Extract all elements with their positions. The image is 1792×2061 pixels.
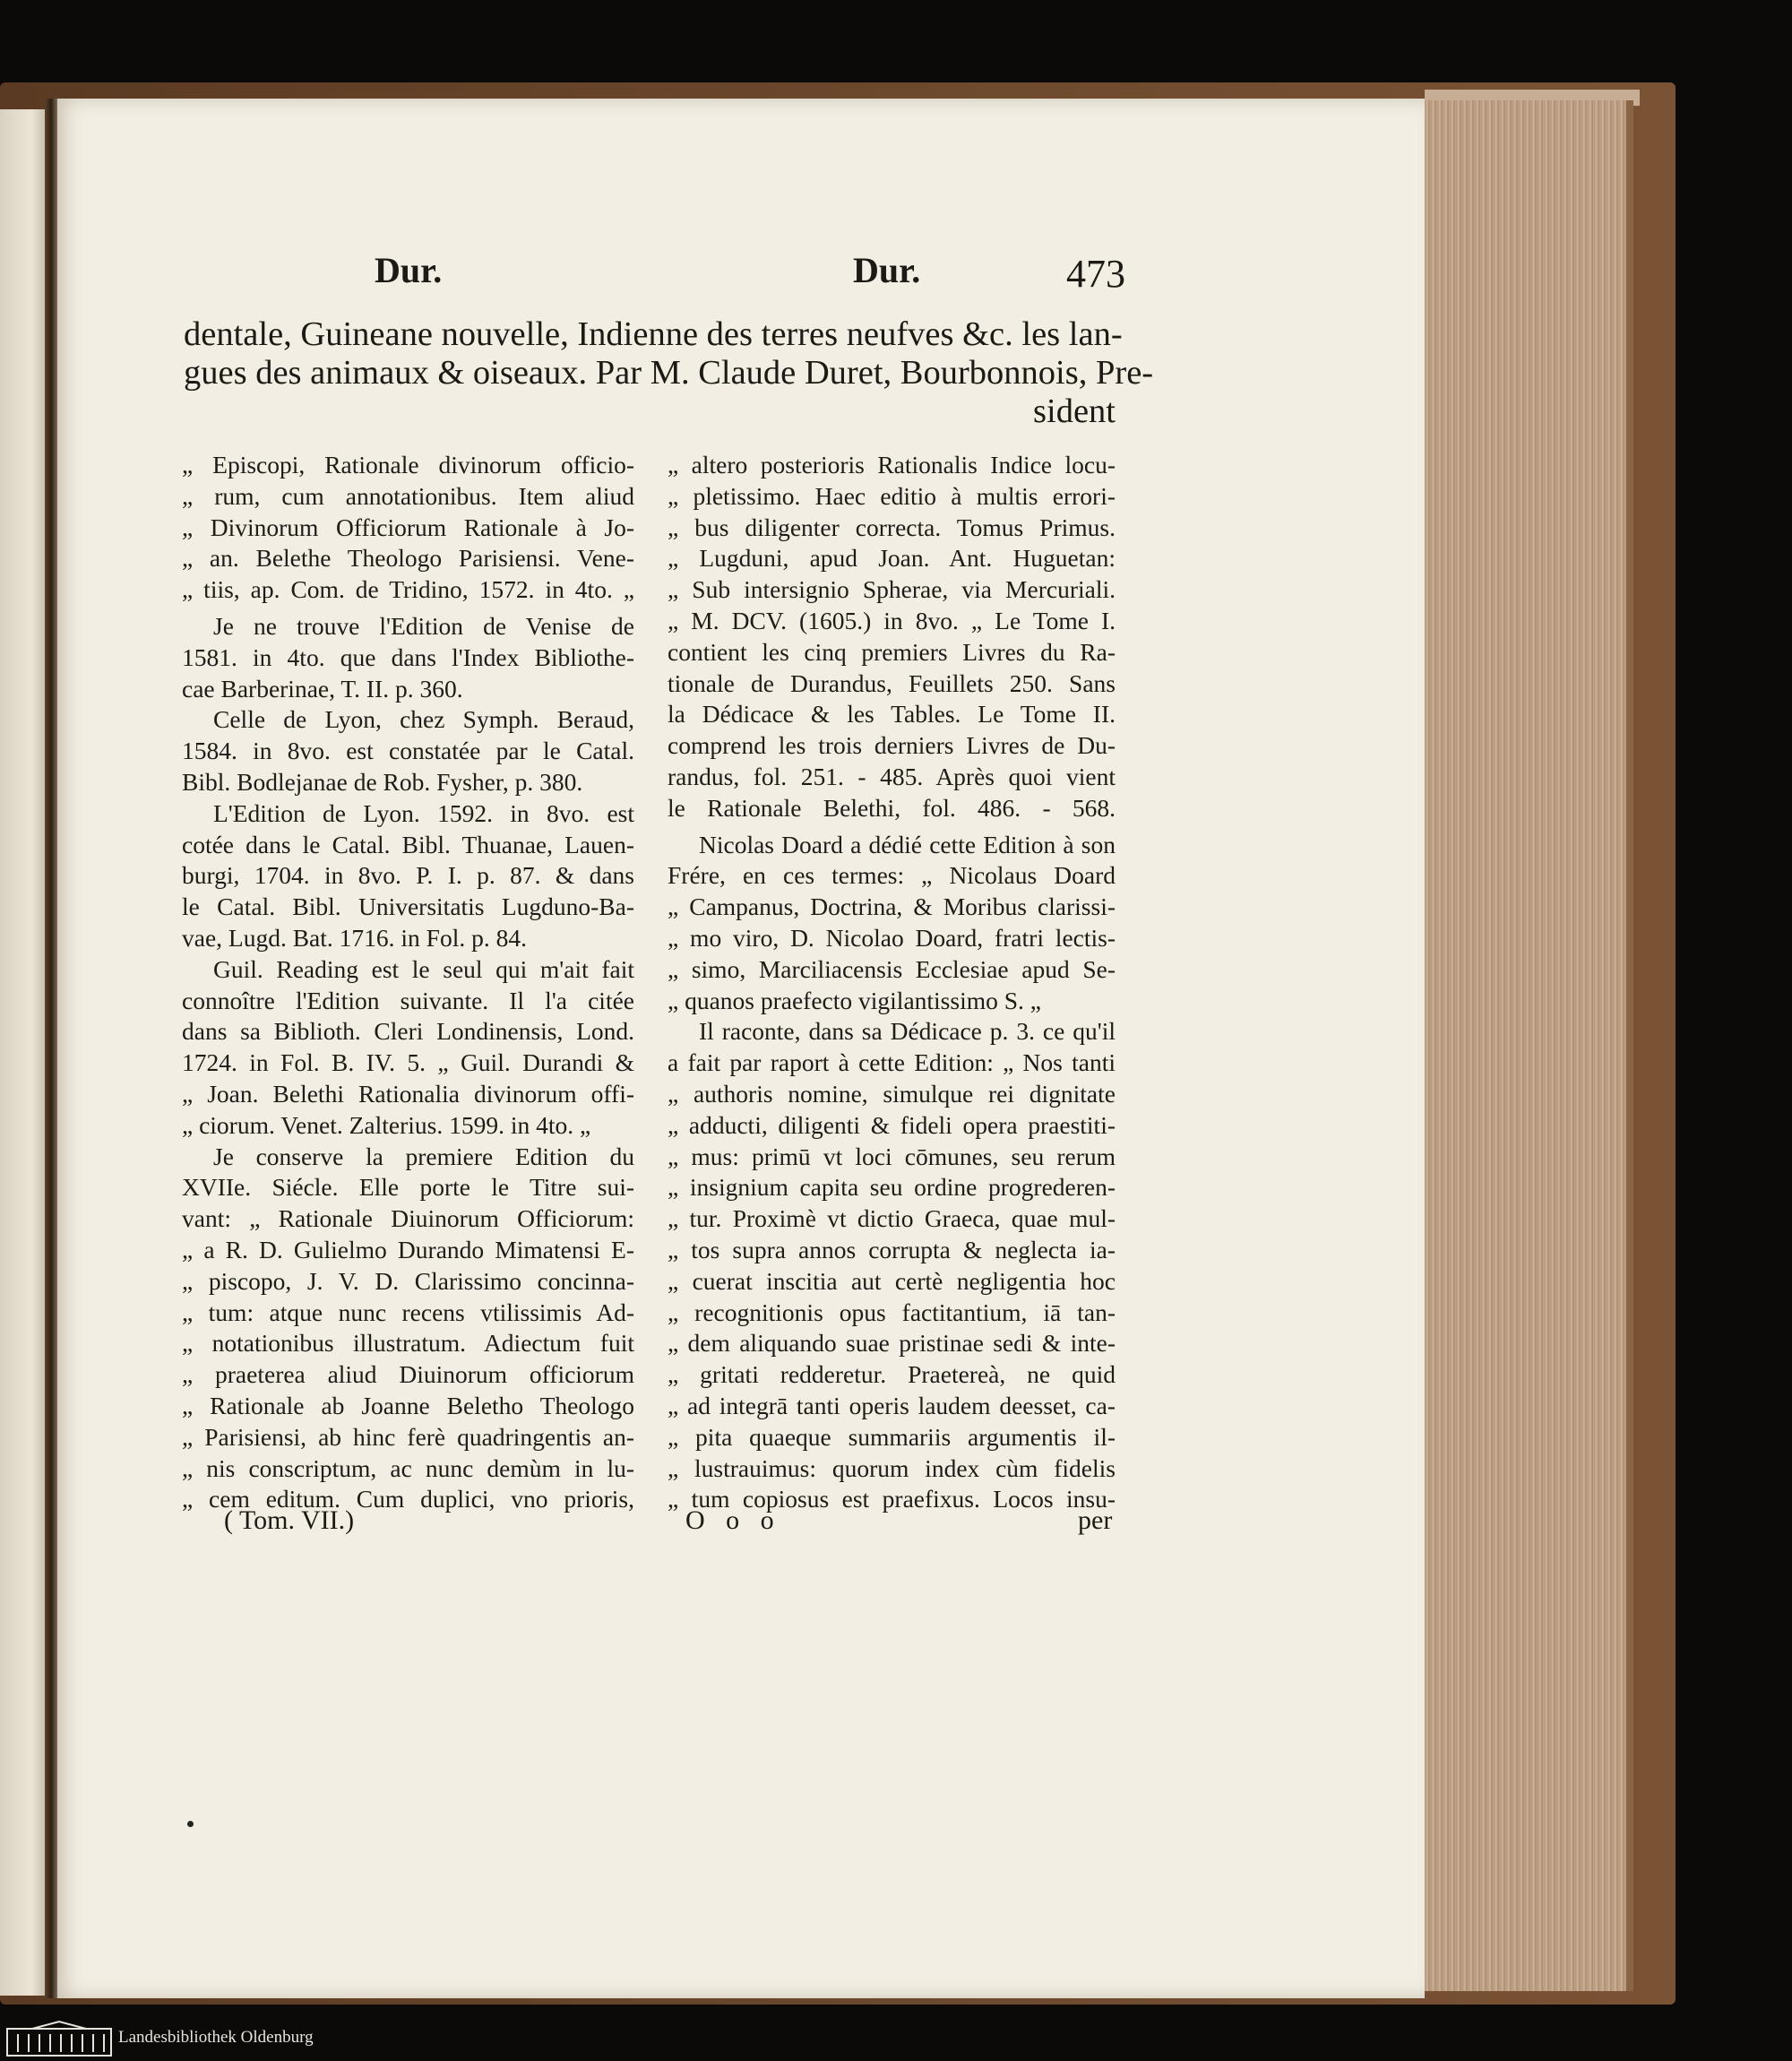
text-line: Nicolas Doard a dédié cette Edition à son xyxy=(699,830,1116,858)
text-line: Bibl. Bodlejanae de Rob. Fysher, p. 380. xyxy=(182,767,583,796)
text-line: „ Parisiensi, ab hinc ferè quadringentis an- xyxy=(182,1422,634,1451)
text-line: „ Campanus, Doctrina, & Moribus clarissi- xyxy=(668,893,1116,921)
text-line: „ pita quaeque summariis argumentis il- xyxy=(668,1422,1116,1451)
ink-spot xyxy=(187,1821,194,1827)
text-line: burgi, 1704. in 8vo. P. I. p. 87. & dans xyxy=(182,861,634,890)
title-block xyxy=(184,315,1154,431)
text-line: „ piscopo, J. V. D. Clarissimo concinna- xyxy=(182,1266,634,1295)
title-line: dentale, Guineane nouvelle, Indienne des terres neufves &c. les lan- xyxy=(184,315,1123,353)
running-header-right: Dur. xyxy=(853,250,921,290)
text-line: „ tum: atque nunc recens vtilissimis Ad- xyxy=(182,1298,634,1326)
text-line: contient les cinq premiers Livres du Ra- xyxy=(668,637,1116,666)
book-gutter xyxy=(45,99,57,1998)
text-line: „ tos supra annos corrupta & neglecta ia- xyxy=(668,1235,1116,1263)
text-line: 1584. in 8vo. est constatée par le Catal. xyxy=(182,737,634,765)
text-line: „ simo, Marciliacensis Ecclesiae apud Se- xyxy=(668,954,1116,983)
text-line: Guil. Reading est le seul qui m'ait fait xyxy=(213,954,634,983)
page-block-edge xyxy=(1425,100,1633,1991)
text-line: „ mus: primū vt loci cōmunes, seu rerum xyxy=(668,1142,1116,1170)
text-line: „ ciorum. Venet. Zalterius. 1599. in 4to. „ xyxy=(182,1110,591,1139)
text-line: le Rationale Belethi, fol. 486. - 568. xyxy=(668,793,1116,822)
title-line: gues des animaux & oiseaux. Par M. Claude Duret, Bourbonnois, Pre- xyxy=(184,354,1154,392)
text-line: Je conserve la premiere Edition du xyxy=(213,1142,634,1170)
text-line: „ gritati redderetur. Praetereà, ne quid xyxy=(668,1360,1116,1389)
right-text-column xyxy=(668,450,1116,1515)
text-line: „ insignium capita seu ordine progrederen- xyxy=(668,1173,1116,1202)
text-line: L'Edition de Lyon. 1592. in 8vo. est xyxy=(213,798,634,827)
text-line: dans sa Biblioth. Cleri Londinensis, Lond. xyxy=(182,1017,634,1046)
text-line: la Dédicace & les Tables. Le Tome II. xyxy=(668,700,1116,729)
text-line: „ nis conscriptum, ac nunc demùm in lu- xyxy=(182,1453,634,1482)
text-line: „ authoris nomine, simulque rei dignitate xyxy=(668,1079,1116,1108)
title-line: sident xyxy=(1033,392,1116,430)
text-line: Il raconte, dans sa Dédicace p. 3. ce qu'il xyxy=(699,1017,1116,1046)
text-line: „ ad integrā tanti operis laudem deesset, ca- xyxy=(668,1391,1116,1419)
text-line: „ tur. Proximè vt dictio Graeca, quae mul- xyxy=(668,1204,1116,1233)
text-line: „ an. Belethe Theologo Parisiensi. Vene- xyxy=(182,544,634,573)
text-line: vae, Lugd. Bat. 1716. in Fol. p. 84. xyxy=(182,923,527,952)
text-line: cotée dans le Catal. Bibl. Thuanae, Lauen- xyxy=(182,830,634,858)
text-line: „ dem aliquando suae pristinae sedi & inte- xyxy=(668,1329,1116,1358)
text-line: „ Episcopi, Rationale divinorum officio- xyxy=(182,451,634,479)
left-page-edge xyxy=(0,109,45,1996)
catchword: per xyxy=(1078,1505,1113,1535)
text-line: cae Barberinae, T. II. p. 360. xyxy=(182,674,463,703)
text-line: 1724. in Fol. B. IV. 5. „ Guil. Durandi & xyxy=(182,1048,634,1077)
text-line: randus, fol. 251. - 485. Après quoi vient xyxy=(668,762,1116,790)
text-line: „ Rationale ab Joanne Beletho Theologo xyxy=(182,1391,634,1419)
text-line: „ lustrauimus: quorum index cùm fidelis xyxy=(668,1453,1116,1482)
running-header-left: Dur. xyxy=(375,250,443,290)
text-line: comprend les trois derniers Livres de Du- xyxy=(668,731,1116,760)
text-line: „ Sub intersignio Spherae, via Mercuriali. xyxy=(668,575,1116,604)
text-line: Je ne trouve l'Edition de Venise de xyxy=(213,611,634,640)
text-line: „ adducti, diligenti & fideli opera praestiti- xyxy=(668,1110,1116,1139)
text-line: „ rum, cum annotationibus. Item aliud xyxy=(182,481,634,510)
text-line: „ Lugduni, apud Joan. Ant. Huguetan: xyxy=(668,544,1116,573)
text-line: „ M. DCV. (1605.) in 8vo. „ Le Tome I. xyxy=(668,606,1116,634)
text-line: „ Divinorum Officiorum Rationale à Jo- xyxy=(182,513,634,541)
page-number: 473 xyxy=(1066,252,1125,296)
text-line: vant: „ Rationale Diuinorum Officiorum: xyxy=(182,1204,634,1233)
text-line: „ cem editum. Cum duplici, vno prioris, xyxy=(182,1485,634,1513)
text-line: „ recognitionis opus factitantium, iā tan- xyxy=(668,1298,1116,1326)
text-line: Frére, en ces termes: „ Nicolaus Doard xyxy=(668,861,1116,890)
library-banner xyxy=(0,2016,1792,2061)
text-line: XVIIe. Siécle. Elle porte le Titre sui- xyxy=(182,1173,634,1202)
signature-mark: O o o xyxy=(685,1505,781,1535)
text-line: „ cuerat inscitia aut certè negligentia hoc xyxy=(668,1266,1116,1295)
volume-footer: ( Tom. VII.) xyxy=(224,1505,355,1535)
text-line: „ bus diligenter correcta. Tomus Primus. xyxy=(668,513,1116,541)
library-name: Landesbibliothek Oldenburg xyxy=(118,2028,314,2047)
library-building-icon xyxy=(5,2020,113,2057)
text-line: „ Joan. Belethi Rationalia divinorum offi- xyxy=(182,1079,634,1108)
text-line: „ altero posterioris Rationalis Indice locu- xyxy=(668,451,1116,479)
text-line: „ notationibus illustratum. Adiectum fuit xyxy=(182,1329,634,1358)
text-line: tionale de Durandus, Feuillets 250. Sans xyxy=(668,668,1116,697)
text-line: connoître l'Edition suivante. Il l'a citée xyxy=(182,986,634,1014)
text-line: le Catal. Bibl. Universitatis Lugduno-Ba- xyxy=(182,893,634,921)
text-line: „ pletissimo. Haec editio à multis errori- xyxy=(668,481,1116,510)
text-line: „ mo viro, D. Nicolao Doard, fratri lectis- xyxy=(668,923,1116,952)
text-line: „ tiis, ap. Com. de Tridino, 1572. in 4to. „ xyxy=(182,575,634,604)
text-line: 1581. in 4to. que dans l'Index Bibliothe- xyxy=(182,642,634,671)
text-line: „ tum copiosus est praefixus. Locos insu- xyxy=(668,1485,1116,1513)
text-line: Celle de Lyon, chez Symph. Beraud, xyxy=(213,705,634,734)
text-line: „ a R. D. Gulielmo Durando Mimatensi E- xyxy=(182,1235,634,1263)
left-text-column xyxy=(182,450,634,1515)
text-line: „ quanos praefecto vigilantissimo S. „ xyxy=(668,986,1041,1014)
text-line: a fait par raport à cette Edition: „ Nos tanti xyxy=(668,1048,1116,1077)
text-line: „ praeterea aliud Diuinorum officiorum xyxy=(182,1360,634,1389)
